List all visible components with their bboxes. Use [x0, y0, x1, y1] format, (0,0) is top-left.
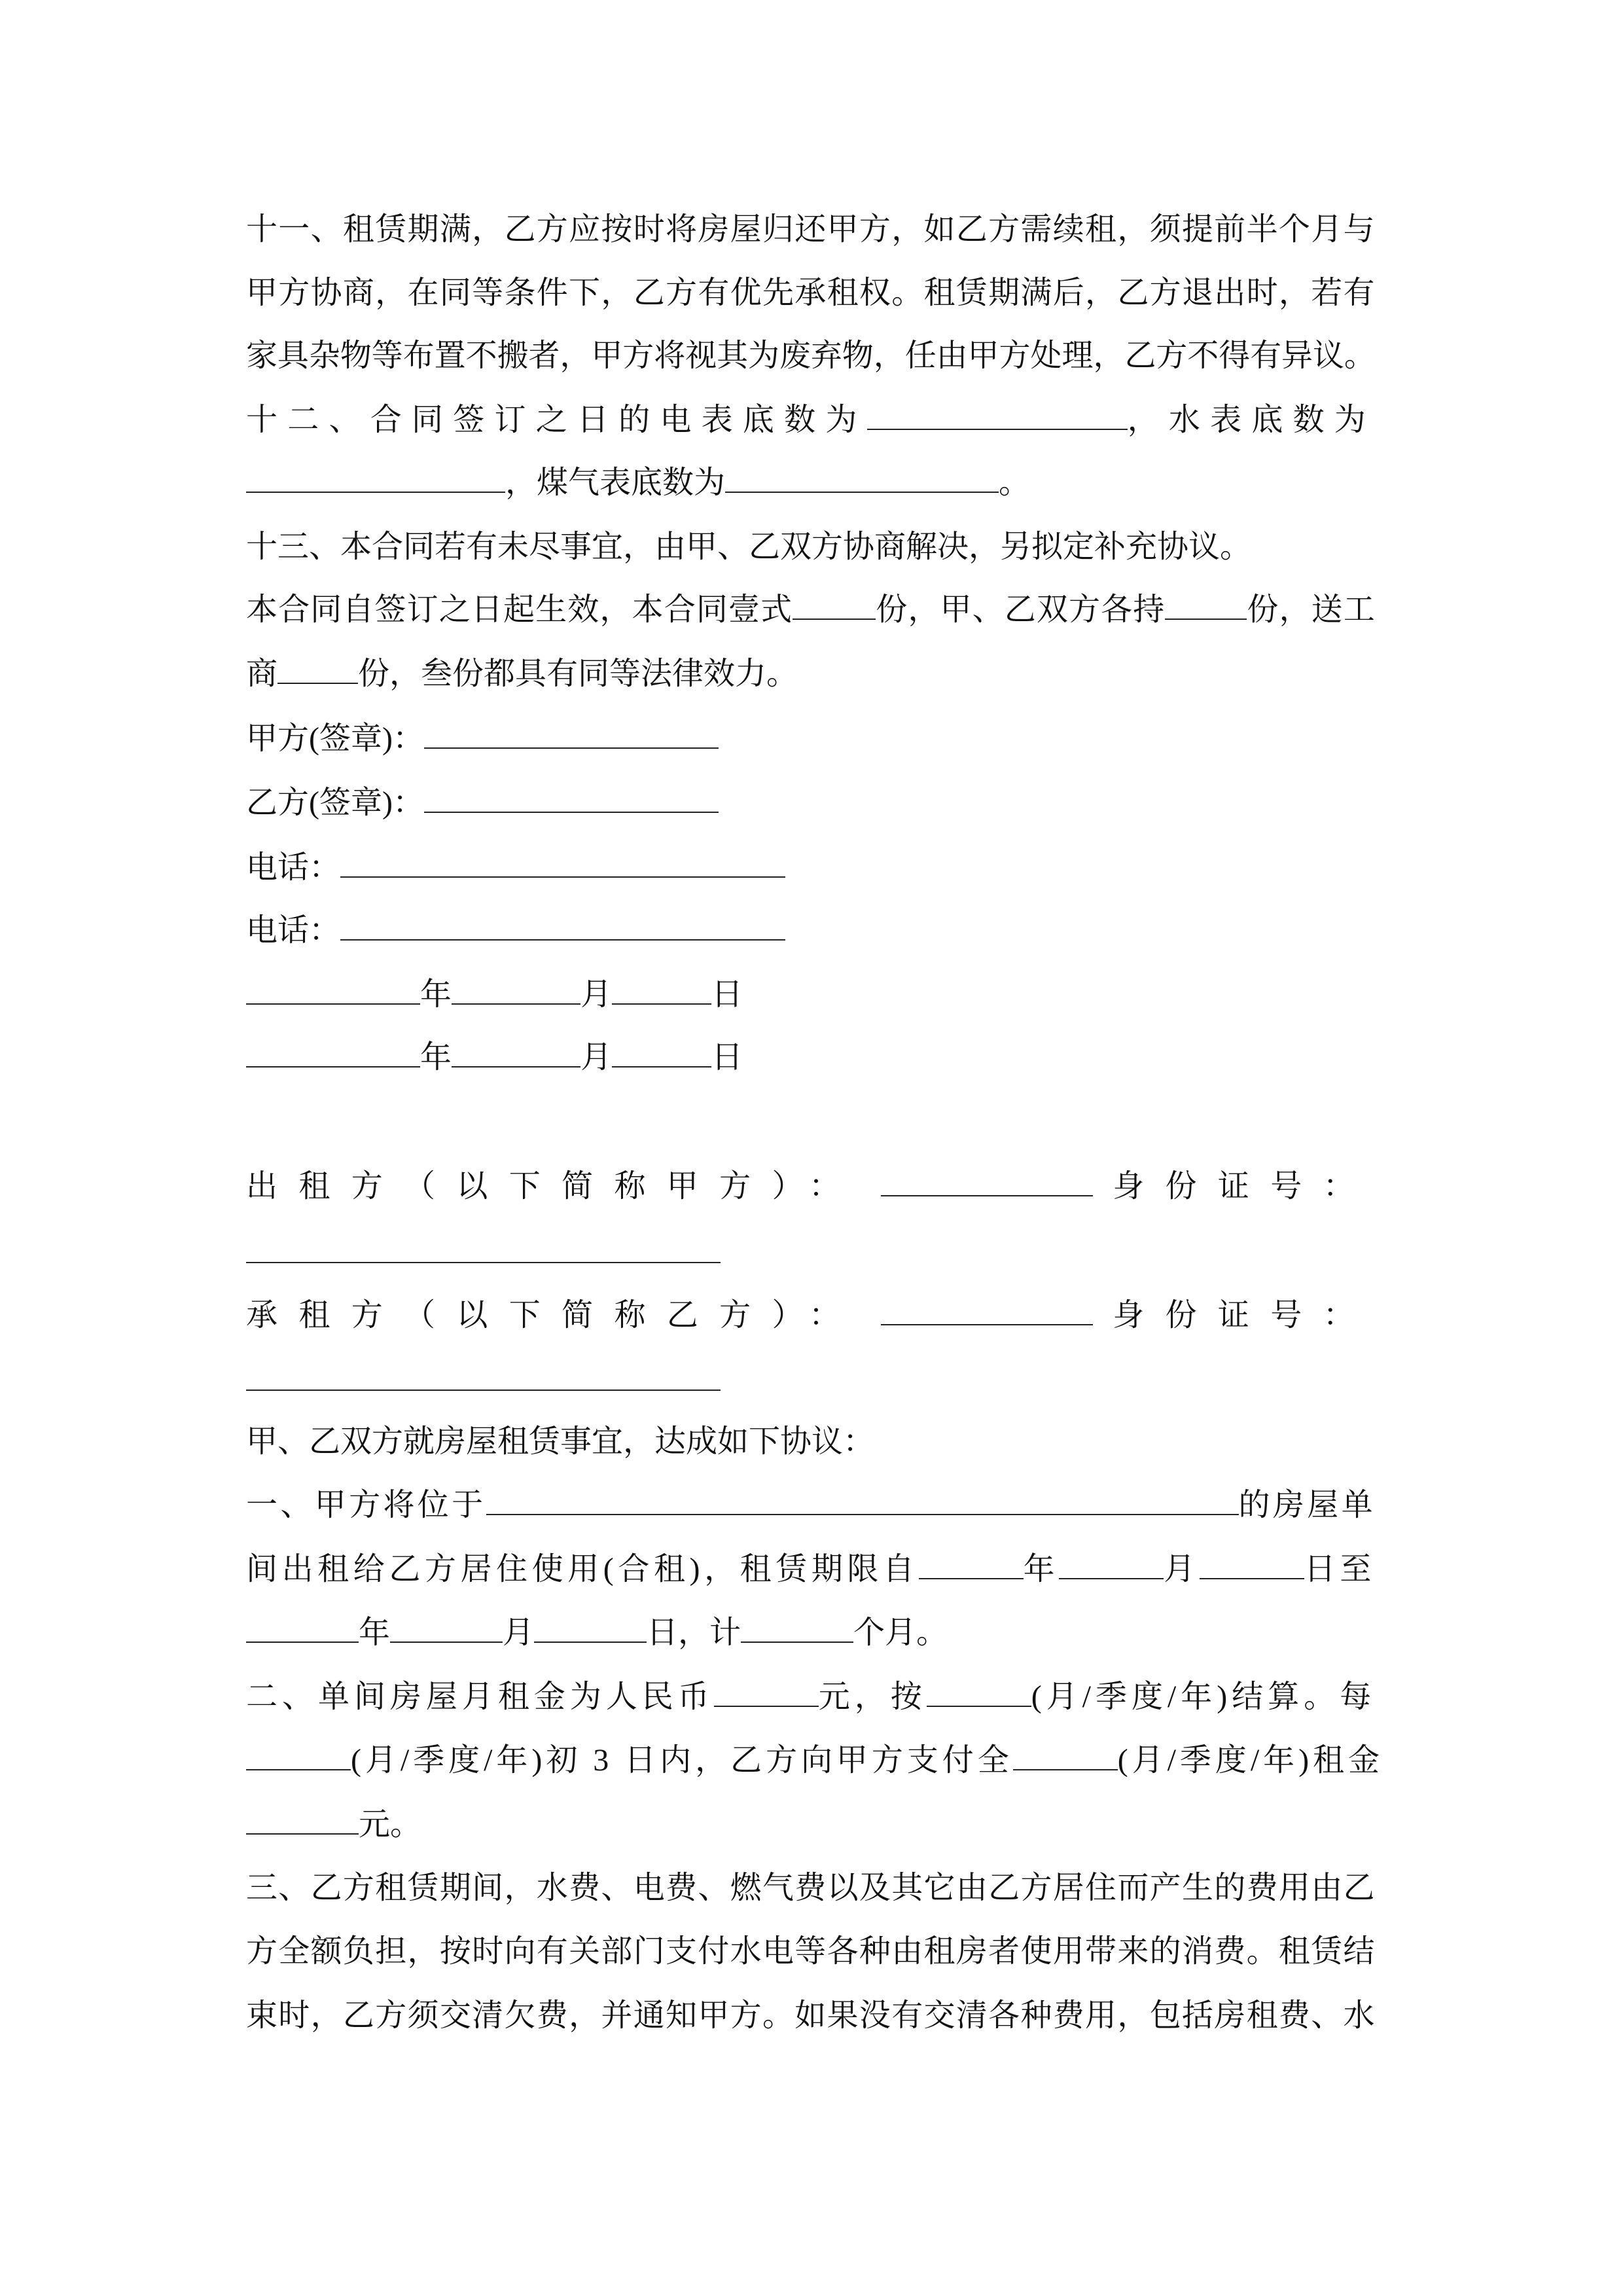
- text: 身份证号：: [1113, 1298, 1376, 1333]
- start-year-blank[interactable]: [919, 1549, 1024, 1579]
- text: 月: [1164, 1552, 1200, 1587]
- lessor-id-blank[interactable]: [246, 1262, 721, 1263]
- text: (月/季度/年)初 3 日内，乙方向甲方支付全: [351, 1743, 1013, 1778]
- monthly-rent-blank[interactable]: [714, 1677, 819, 1707]
- copies-total-blank[interactable]: [793, 590, 876, 620]
- clause-2-line-3: [246, 1804, 1376, 1846]
- text: 出租方（以下简称甲方）：: [246, 1169, 862, 1204]
- year-blank[interactable]: [246, 1037, 420, 1067]
- lessor-line: [246, 1166, 1376, 1208]
- lessee-id-blank[interactable]: [246, 1390, 721, 1391]
- text: 元。: [359, 1807, 422, 1842]
- text: ，水表底数为: [1127, 403, 1376, 437]
- party-b-signature-blank[interactable]: [424, 783, 719, 813]
- text: 十二、合同签订之日的电表底数为: [246, 403, 867, 437]
- text: (月/季度/年)租金: [1117, 1743, 1383, 1778]
- text: 商: [246, 656, 278, 691]
- text: 本合同自签订之日起生效，本合同壹式: [246, 592, 793, 627]
- text: 月: [580, 977, 613, 1012]
- party-b-signature: [246, 782, 1376, 824]
- text: 年: [420, 977, 452, 1012]
- start-month-blank[interactable]: [1059, 1549, 1164, 1579]
- month-blank[interactable]: [452, 1037, 580, 1067]
- address-blank[interactable]: [486, 1485, 1239, 1515]
- lessor-name-blank[interactable]: [881, 1166, 1093, 1196]
- electric-meter-blank[interactable]: [867, 400, 1128, 430]
- text: 间出租给乙方居住使用(合租)，租赁期限自: [246, 1552, 919, 1587]
- text: ，煤气表底数为: [505, 465, 726, 500]
- date-2: [246, 1037, 1376, 1079]
- text: 月: [580, 1040, 613, 1075]
- clause-3-line-2: 方全额负担，按时向有关部门支付水电等各种由租房者使用带来的消费。租赁结: [246, 1934, 1376, 1969]
- day-blank[interactable]: [612, 975, 711, 1005]
- text: 二、单间房屋月租金为人民币: [246, 1679, 714, 1714]
- clause-2-line-2: [246, 1740, 1383, 1782]
- text: 年: [359, 1615, 391, 1650]
- text: (月/季度/年)结算。每: [1031, 1679, 1376, 1714]
- month-blank[interactable]: [452, 975, 580, 1005]
- rent-amount-blank[interactable]: [246, 1804, 359, 1835]
- intro: 甲、乙双方就房屋租赁事宜，达成如下协议：: [246, 1424, 875, 1459]
- text: 日: [711, 977, 743, 1012]
- phone-1: [246, 847, 1376, 889]
- clause-12-line-2: [246, 462, 1376, 504]
- rent-period-blank[interactable]: [1013, 1740, 1118, 1770]
- effect-line-2: [246, 653, 1376, 695]
- phone-2: [246, 910, 1376, 952]
- end-month-blank[interactable]: [390, 1613, 503, 1643]
- text: 年: [420, 1040, 452, 1075]
- clause-1-line-2: [246, 1549, 1376, 1590]
- text: 一、甲方将位于: [246, 1488, 486, 1522]
- text: 年: [1023, 1552, 1060, 1587]
- text: 日，计: [647, 1615, 741, 1650]
- clause-1-line-3: [246, 1612, 1376, 1654]
- party-a-signature: [246, 718, 1376, 760]
- clause-11-line-2: 甲方协商，在同等条件下，乙方有优先承租权。租赁期满后，乙方退出时，若有: [246, 276, 1376, 310]
- text: 份，甲、乙双方各持: [876, 592, 1166, 627]
- lessee-line: [246, 1295, 1376, 1336]
- effect-line-1: [246, 589, 1376, 631]
- clause-11-line-1: 十一、租赁期满，乙方应按时将房屋归还甲方，如乙方需续租，须提前半个月与: [246, 212, 1376, 247]
- label: 电话：: [246, 913, 341, 948]
- phone-1-blank[interactable]: [340, 848, 785, 878]
- date-1: [246, 974, 1376, 1016]
- day-blank[interactable]: [612, 1037, 711, 1067]
- text: 承租方（以下简称乙方）：: [246, 1298, 862, 1333]
- clause-11-line-3: 家具杂物等布置不搬者，甲方将视其为废弃物，任由甲方处理，乙方不得有异议。: [246, 338, 1376, 373]
- label: 乙方(签章)：: [246, 785, 424, 820]
- end-day-blank[interactable]: [534, 1613, 647, 1643]
- gas-meter-blank[interactable]: [725, 463, 999, 493]
- label: 电话：: [246, 850, 341, 885]
- phone-2-blank[interactable]: [340, 910, 785, 941]
- settlement-period-blank[interactable]: [927, 1677, 1031, 1707]
- clause-3-line-1: 三、乙方租赁期间，水费、电费、燃气费以及其它由乙方居住而产生的费用由乙: [246, 1871, 1376, 1905]
- water-meter-blank[interactable]: [246, 463, 505, 493]
- clause-13: 十三、本合同若有未尽事宜，由甲、乙双方协商解决，另拟定补充协议。: [246, 529, 1252, 564]
- copies-each-blank[interactable]: [1165, 590, 1247, 620]
- start-day-blank[interactable]: [1200, 1549, 1304, 1579]
- text: 月: [503, 1615, 535, 1650]
- clause-3-line-3: 束时，乙方须交清欠费，并通知甲方。如果没有交清各种费用，包括房租费、水: [246, 1998, 1376, 2033]
- text: 份，送工: [1247, 592, 1376, 627]
- text: 的房屋单: [1238, 1488, 1376, 1522]
- copies-commerce-blank[interactable]: [277, 654, 358, 684]
- text: 日至: [1304, 1552, 1376, 1587]
- text: 日: [711, 1040, 743, 1075]
- text: 份，叁份都具有同等法律效力。: [358, 656, 798, 691]
- year-blank[interactable]: [246, 975, 420, 1005]
- lessee-name-blank[interactable]: [881, 1295, 1093, 1325]
- clause-12-line-1: [246, 399, 1376, 441]
- text: 元，按: [818, 1679, 927, 1714]
- end-year-blank[interactable]: [246, 1613, 359, 1643]
- clause-1-line-1: [246, 1484, 1376, 1526]
- text: 身份证号：: [1113, 1169, 1376, 1204]
- text: 个月。: [853, 1615, 948, 1650]
- label: 甲方(签章)：: [246, 721, 424, 756]
- clause-2-line-1: [246, 1676, 1376, 1718]
- months-count-blank[interactable]: [741, 1613, 853, 1643]
- party-a-signature-blank[interactable]: [424, 719, 719, 749]
- text: 。: [999, 465, 1031, 500]
- payment-period-blank[interactable]: [246, 1740, 351, 1770]
